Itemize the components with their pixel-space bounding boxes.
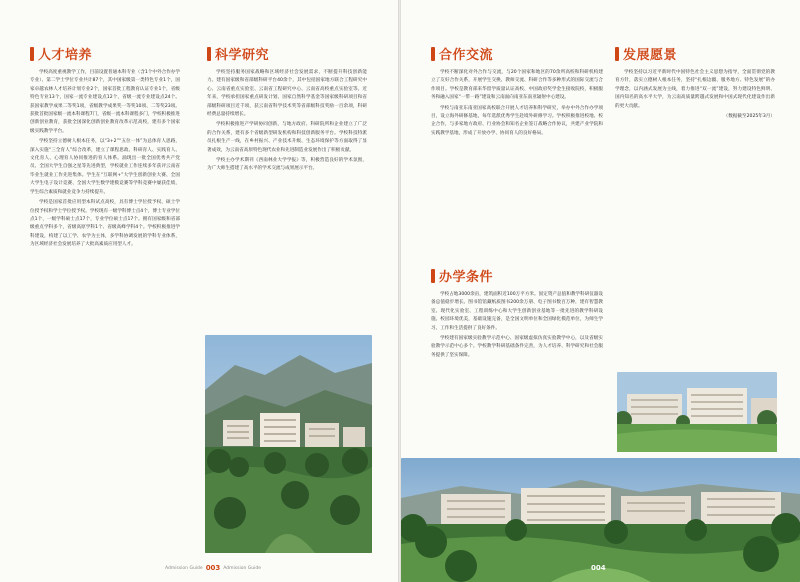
cooperation-paragraph: 学校与南亚东南亚国家高校联合开展人才培养和科学研究，举办中外合作办学项目，设立海外研修基地，每年选派优秀学生赴境外研修学习。学校积极推进校地、校企合作，与多家地方政府、行业协会和知名企业签订战略合作协议，共建产业学院和实践教学基地，形成了开放办学、协同育人的良好格局。 bbox=[431, 105, 603, 136]
talent-paragraph: 学校是国家首批应用型本科试点高校，具有博士学位授予权、硕士学位授予权和学士学位授予权。学校现有一级学科博士点4个，博士专业学位点1个，一级学科硕士点17个，专业学位硕士点17个。拥有国家级和省部级重点学科多个，省级高原学科1个、省级高峰学科4个。学校积极推进学科建设，构建了以工学、农学为主体，多学科协调发展的学科专业体系，为区域经济社会发展培养了大批高素质应用型人才。 bbox=[30, 200, 180, 248]
right-footer bbox=[591, 564, 606, 572]
vision-heading bbox=[615, 44, 775, 63]
research-body bbox=[207, 69, 367, 174]
conditions-title: 办学条件 bbox=[439, 270, 494, 285]
talent-body bbox=[30, 69, 180, 250]
campus-lawn-photo bbox=[617, 372, 777, 452]
research-column bbox=[207, 44, 367, 176]
conditions-heading bbox=[431, 266, 603, 285]
conditions-column bbox=[431, 266, 603, 362]
heading-accent-bar bbox=[207, 47, 211, 61]
talent-heading bbox=[30, 44, 180, 63]
right-page bbox=[401, 0, 800, 582]
heading-accent-bar bbox=[30, 47, 34, 61]
cooperation-column bbox=[431, 44, 603, 140]
cooperation-heading bbox=[431, 44, 603, 63]
talent-title: 人才培养 bbox=[38, 48, 93, 63]
talent-paragraph: 学校坚持立德树人根本任务，以“3+2”“五位一体”为总体育人思路，深入实施“三全育人”综合改革，建立了课程思政、科研育人、实践育人、文化育人、心理育人协同推进的育人体系。涌现出一批全国优秀共产党员、全国大学生自强之星等先进典型，学校就业工作连续多年获评云南省毕业生就业工作先进集体。学生在“互联网+”大学生创新创业大赛、全国大学生电子设计竞赛、全国大学生数学建模竞赛等学科竞赛中屡获佳绩，学生综合素质和就业竞争力持续提升。 bbox=[30, 139, 180, 195]
left-footer bbox=[165, 564, 261, 572]
mountain-campus-photo bbox=[205, 335, 372, 553]
research-paragraph: 学校积极推进产学研协同创新，与地方政府、科研院所和企业建立了广泛的合作关系，建有多个省级新型研发机构和科技创新服务平台。学校科技特派员扎根生产一线，在乡村振兴、产业技术升级、生态环境保护等方面取得了显著成效，为云南省高原特色现代农业和先进制造业发展作出了积极贡献。 bbox=[207, 122, 367, 153]
vision-column bbox=[615, 44, 775, 123]
mountain-campus-image bbox=[205, 335, 372, 553]
research-heading bbox=[207, 44, 367, 63]
conditions-paragraph: 学校占地3000余亩，建筑面积近100万平方米。固定资产总值和教学科研仪器设备总值稳步增长。图书馆馆藏纸质图书200余万册、电子图书数百万种，建有智慧教室、现代化实验室、工程训练中心和大学生创新创业基地等一批先进的教学科研设施。校园环境优美，基础设施完备，是全国文明单位和全国绿化模范单位，为师生学习、工作和生活提供了良好条件。 bbox=[431, 292, 603, 331]
page-number: 003 bbox=[205, 564, 221, 572]
research-paragraph: 学校坚持服务国家战略和区域经济社会发展需求，不断提升科技创新能力。建有国家级和省部级科研平台40余个，其中包括国家地方联合工程研究中心、云南省重点实验室、云南省工程研究中心、云南省高校重点实验室等。近年来，学校承担国家重点研发计划、国家自然科学基金等国家级科研项目和省部级科研项目近千项，获云南省科学技术奖等省部级科技奖励一百余项，科研经费总量持续增长。 bbox=[207, 70, 367, 118]
left-page bbox=[0, 0, 398, 582]
cooperation-paragraph: 学校不断深化对外合作与交流，与20个国家和地区的70余所高校和科研机构建立了友好合作关系，开展学生交换、教师交流、科研合作等多种形式的国际交流与合作项目。学校是教育部来华留学质量认证高校、中国政府奖学金生接收院校，积极服务和融入国家“一带一路”建设和云南面向南亚东南亚辐射中心建设。 bbox=[431, 70, 603, 101]
campus-lawn-image bbox=[617, 372, 777, 452]
conditions-paragraph: 学校建有国家级实验教学示范中心、国家级虚拟仿真实验教学中心，以及省级实验教学示范中心多个。学校教学科研基础条件完善，为人才培养、科学研究和社会服务提供了坚实保障。 bbox=[431, 336, 603, 358]
heading-accent-bar bbox=[431, 269, 435, 283]
footer-label: Admission Guide bbox=[165, 565, 203, 571]
talent-paragraph: 学校高度重视教学工作，目前设置普通本科专业（含1个中外合作办学专业）、第二学士学位专业共计87个，其中国家级第一类特色专业1个，国家卓越农林人才培养计划专业2个，国家首批工程教育认证专业1个，省级特色专业13个，国家一流专业建设点12个，省级一流专业建设点24个。获国家教学成果二等奖1项，省级教学成果奖一等奖10项、二等奖23项。获批首批国家级一流本科课程7门，省级一流本科课程多门，学校积极推进创新创业教育，获批全国深化创新创业教育改革示范高校，建有多个国家级实践教学平台。 bbox=[30, 70, 180, 134]
vision-title: 发展愿景 bbox=[623, 48, 678, 63]
heading-accent-bar bbox=[431, 47, 435, 61]
vision-paragraph: 学校坚持以习近平新时代中国特色社会主义思想为指导，全面贯彻党的教育方针，落实立德树人根本任务，坚持“扎根边疆、服务地方、特色发展”的办学理念，以内涵式发展为主线，着力推进“双一流”建设，努力建设特色鲜明、国内知名的高水平大学，为云南高质量跨越式发展和中国式现代化建设作出新的更大贡献。 bbox=[615, 70, 775, 109]
cooperation-body bbox=[431, 69, 603, 138]
data-date-note: （数据截至2025年3月） bbox=[723, 114, 775, 120]
talent-column bbox=[30, 44, 180, 252]
page-number: 004 bbox=[591, 564, 606, 572]
heading-accent-bar bbox=[615, 47, 619, 61]
research-title: 科学研究 bbox=[215, 48, 270, 63]
footer-label: Admission Guide bbox=[223, 565, 261, 571]
conditions-body bbox=[431, 291, 603, 360]
vision-body bbox=[615, 69, 775, 121]
research-paragraph: 学校主办学术期刊《西南林业大学学报》等，积极营造良好的学术氛围，为广大师生搭建了高水平的学术交流与成果展示平台。 bbox=[207, 158, 367, 172]
cooperation-title: 合作交流 bbox=[439, 48, 494, 63]
